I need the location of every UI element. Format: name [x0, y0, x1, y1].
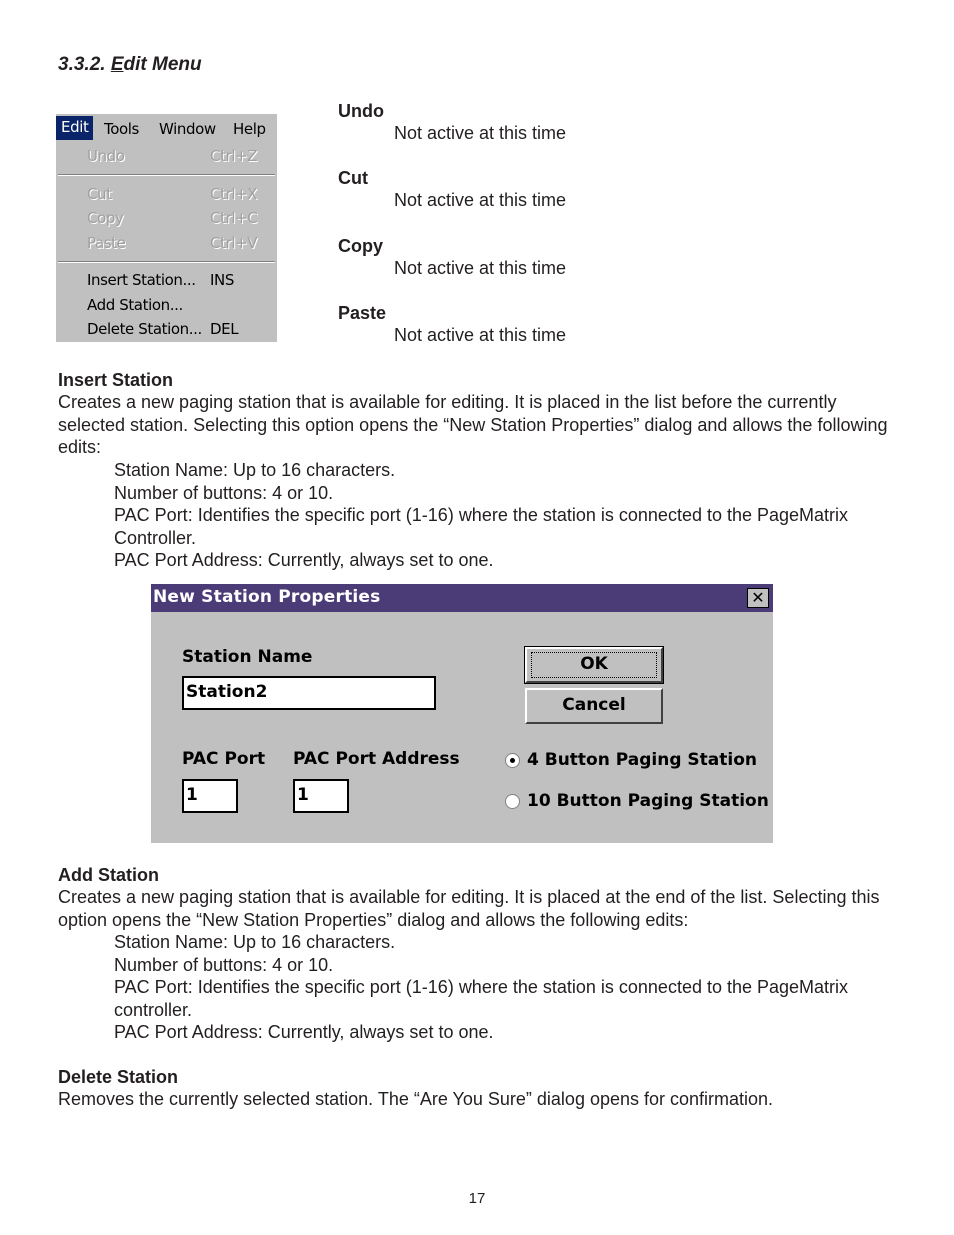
insert-station-heading: Insert Station — [58, 370, 174, 390]
edit-item: Station Name: Up to 16 characters. — [114, 460, 396, 480]
menu-shortcut-cut: Ctrl+X — [210, 185, 258, 203]
dialog-titlebar — [151, 584, 773, 612]
pac-port-address-input[interactable]: 1 — [293, 779, 349, 813]
edit-item: PAC Port Address: Currently, always set to one. — [114, 550, 494, 570]
menu-item-copy[interactable]: Copy — [87, 209, 124, 227]
radio-4-button-label[interactable]: 4 Button Paging Station — [527, 750, 757, 770]
menu-shortcut-paste: Ctrl+V — [210, 234, 258, 252]
term-copy: Copy — [338, 236, 383, 256]
edit-menu-screenshot — [56, 112, 277, 342]
focus-ring — [531, 652, 657, 678]
insert-station-edits — [114, 459, 904, 572]
radio-4-button[interactable] — [505, 753, 520, 768]
edit-item: PAC Port: Identifies the specific port (1-16) where the station is connected to the PageMatrix controller. — [114, 977, 849, 1020]
delete-station-heading: Delete Station — [58, 1067, 179, 1087]
pac-port-label: PAC Port — [182, 749, 266, 769]
desc-cut: Not active at this time — [394, 190, 567, 210]
station-name-input[interactable]: Station2 — [182, 676, 436, 710]
ok-button[interactable] — [525, 647, 663, 683]
menu-item-undo[interactable]: Undo — [87, 147, 125, 165]
menu-bar — [56, 112, 277, 142]
close-icon: ✕ — [751, 588, 765, 607]
page-number: 17 — [468, 1190, 486, 1207]
heading-rest: dit Menu — [123, 54, 202, 75]
menu-item-add-station[interactable]: Add Station... — [87, 296, 183, 314]
delete-station-body: Removes the currently selected station. The “Are You Sure” dialog opens for confirmation. — [58, 1089, 774, 1109]
cancel-button[interactable] — [525, 688, 663, 724]
add-station-edits — [114, 931, 904, 1044]
edit-item: Number of buttons: 4 or 10. — [114, 482, 334, 503]
heading-accel: E — [110, 54, 124, 75]
menu-separator — [58, 261, 275, 263]
close-button[interactable] — [747, 588, 769, 608]
desc-undo: Not active at this time — [394, 123, 567, 143]
menu-tools[interactable]: Tools — [104, 120, 139, 138]
desc-paste: Not active at this time — [394, 325, 567, 345]
menu-shortcut-insert: INS — [210, 271, 234, 289]
menu-shortcut-undo: Ctrl+Z — [210, 147, 258, 165]
edit-item: PAC Port Address: Currently, always set to one. — [114, 1022, 494, 1042]
menu-window[interactable]: Window — [159, 120, 216, 138]
radio-10-button[interactable] — [505, 794, 520, 809]
menu-item-insert-station[interactable]: Insert Station... — [87, 271, 196, 289]
insert-station-body: Creates a new paging station that is available for editing. It is placed in the list before the currently selected station. Selecting this option opens the “New Station Properties” dialog and allows the following edits: — [58, 392, 888, 457]
new-station-properties-dialog — [151, 584, 773, 843]
menu-edit[interactable]: Edit — [56, 116, 93, 140]
term-undo: Undo — [338, 101, 384, 121]
menu-separator — [58, 174, 275, 176]
radio-10-button-label[interactable]: 10 Button Paging Station — [527, 791, 769, 811]
station-name-label: Station Name — [182, 647, 313, 667]
cancel-button-label: Cancel — [562, 695, 626, 715]
edit-item: PAC Port: Identifies the specific port (1-16) where the station is connected to the PageMatrix Controller. — [114, 505, 849, 548]
edit-item: Number of buttons: 4 or 10. — [114, 954, 334, 975]
menu-help[interactable]: Help — [233, 120, 266, 138]
desc-copy: Not active at this time — [394, 258, 567, 278]
menu-shortcut-copy: Ctrl+C — [210, 209, 258, 227]
edit-item: Station Name: Up to 16 characters. — [114, 932, 396, 952]
dialog-title: New Station Properties — [153, 587, 381, 607]
menu-item-paste[interactable]: Paste — [87, 234, 126, 252]
menu-item-delete-station[interactable]: Delete Station... — [87, 320, 202, 338]
ok-button-label: OK — [580, 654, 608, 674]
section-heading — [58, 53, 202, 77]
term-cut: Cut — [338, 168, 368, 188]
term-paste: Paste — [338, 303, 387, 323]
add-station-body: Creates a new paging station that is available for editing. It is placed at the end of the list. Selecting this option opens the “New Station Properties” dialog and allows the following edits: — [58, 887, 880, 930]
menu-shortcut-delete: DEL — [210, 320, 239, 338]
pac-port-address-label: PAC Port Address — [293, 749, 460, 769]
pac-port-input[interactable]: 1 — [182, 779, 238, 813]
heading-number: 3.3.2. — [58, 54, 111, 75]
menu-item-cut[interactable]: Cut — [87, 185, 112, 203]
add-station-heading: Add Station — [58, 865, 159, 885]
